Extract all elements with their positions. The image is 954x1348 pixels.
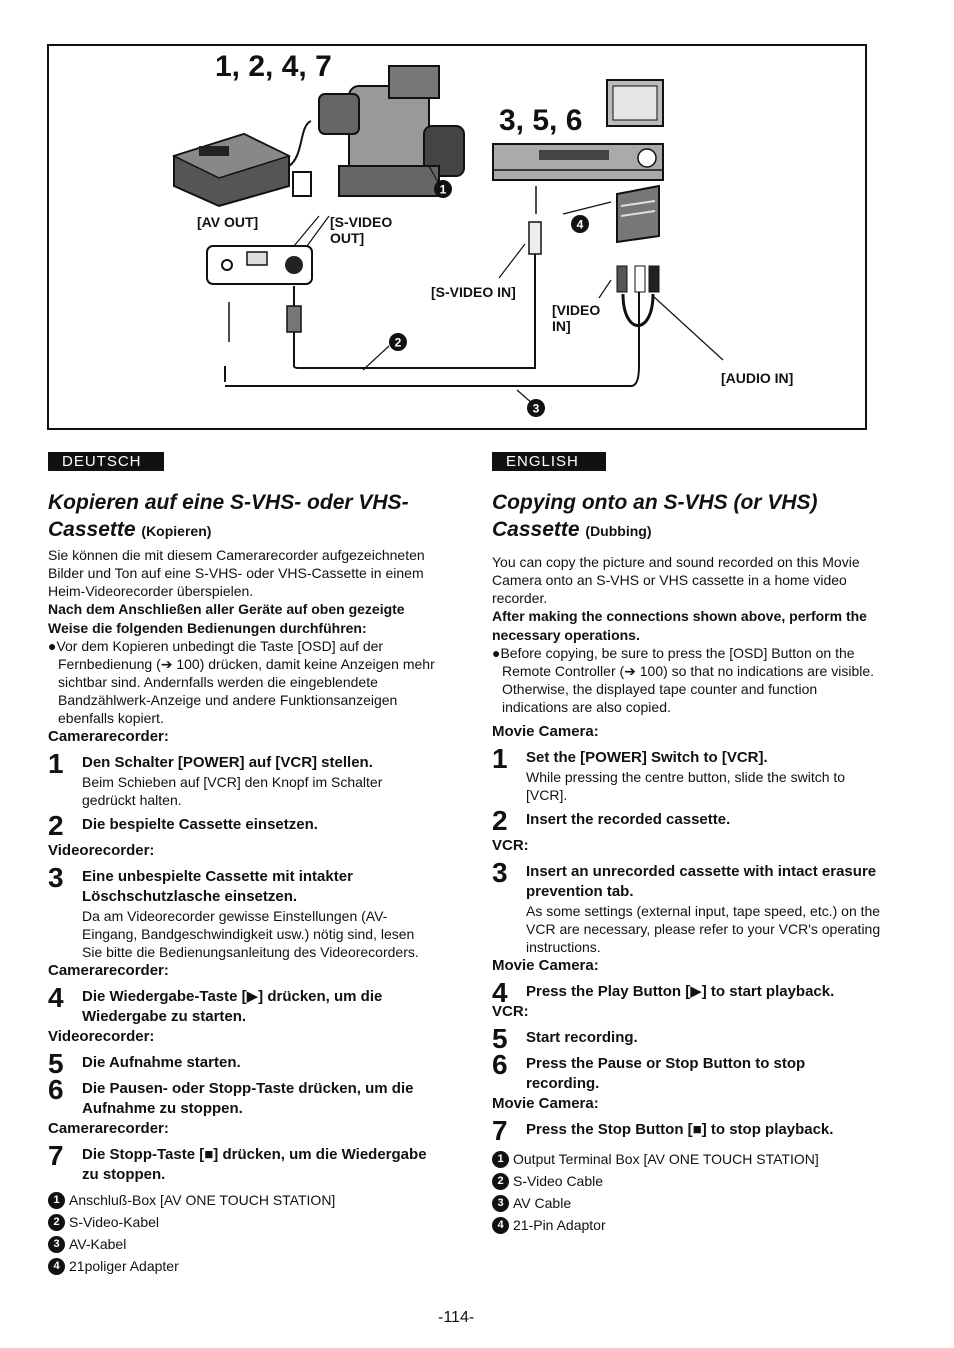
step-number: 1 [48,748,64,779]
marker-icon: 3 [48,1236,65,1253]
step-7-en [492,1115,882,1146]
step-heading: Set the [POWER] Switch to [VCR]. [526,749,768,766]
step-heading: Die Pausen- oder Stopp-Taste drücken, um die Aufnahme zu stoppen. [82,1080,414,1117]
section-camera-de-3: Camerarecorder: [48,1120,169,1137]
step-7-de [48,1140,438,1185]
step-number: 4 [48,982,64,1013]
legend-item [48,1189,438,1211]
legend-text: 21-Pin Adaptor [513,1217,606,1233]
section-camera-en-2: Movie Camera: [492,957,599,974]
diagram-steps-camera: 1, 2, 4, 7 [215,50,332,83]
title-text-en: Copying onto an S-VHS (or VHS) Cassette [492,491,818,541]
step-6-de [48,1074,438,1119]
step-1-de [48,748,438,809]
marker-4 [571,215,589,233]
section-camera-en-3: Movie Camera: [492,1095,599,1112]
step-heading: Eine unbespielte Cassette mit intakter Löschschutzlasche einsetzen. [82,868,353,905]
marker-icon: 4 [492,1217,509,1234]
legend-item [48,1211,438,1233]
section-vcr-de-1: Videorecorder: [48,842,155,859]
step-number: 2 [48,810,64,841]
section-vcr-en-2: VCR: [492,1003,529,1020]
label-svideo-out: [S-VIDEO OUT] [330,214,393,246]
bullet-en: ●Before copying, be sure to press the [OSD] Button on the Remote Controller (➔ 100) so that no indications are visible. Otherwise, the displayed tape counter and function indications are also copied. [492,645,875,715]
scart-adaptor-icon [617,186,659,242]
step-2-de [48,810,438,841]
legend-text: S-Video-Kabel [69,1214,160,1230]
column-deutsch [48,452,438,1277]
diagram-steps-vcr: 3, 5, 6 [499,104,583,137]
step-5-en [492,1023,882,1054]
legend-text: Output Terminal Box [AV ONE TOUCH STATION] [513,1151,819,1167]
terminal-box-icon [207,246,312,284]
label-video-in: [VIDEO IN] [552,302,601,334]
camcorder-icon [319,66,464,196]
legend-item [492,1192,882,1214]
legend-item [48,1255,438,1277]
label-svideo-in: [S-VIDEO IN] [431,284,516,300]
step-heading: Die Aufnahme starten. [82,1054,241,1071]
label-av-out: [AV OUT] [197,214,259,230]
step-number: 5 [48,1048,64,1079]
legend-text: S-Video Cable [513,1173,604,1189]
section-camera-de-1: Camerarecorder: [48,728,169,745]
section-title-de [48,489,438,545]
step-detail: As some settings (external input, tape speed, etc.) on the VCR are necessary, please refer to your VCR's operating instructions. [526,903,881,955]
section-camera-de-2: Camerarecorder: [48,962,169,979]
bullet-de: ●Vor dem Kopieren unbedingt die Taste [OSD] auf der Fernbedienung (➔ 100) drücken, damit keine Anzeigen mehr sichtbar sind. Andernfalls werden die eingeblendete Bandzählwerk-Anzeige und andere Funktionsanzeigen ebenfalls kopiert. [48,638,435,726]
step-5-de [48,1048,438,1079]
svg-text:2: 2 [394,335,402,350]
legend-item [492,1214,882,1236]
legend-item [492,1148,882,1170]
step-heading: Insert the recorded cassette. [526,811,731,828]
page-number: -114- [438,1309,475,1326]
step-2-en [492,805,882,836]
svg-text:3: 3 [532,401,540,416]
legend-text: 21poliger Adapter [69,1258,179,1274]
legend-text: Anschluß-Box [AV ONE TOUCH STATION] [69,1192,336,1208]
language-tag-deutsch: DEUTSCH [48,452,164,471]
svg-text:4: 4 [576,217,584,232]
connection-diagram [47,44,867,430]
step-1-en [492,743,882,804]
step-4-en [492,977,882,1008]
title-sub-en: (Dubbing) [585,523,652,539]
step-detail: Da am Videorecorder gewisse Einstellungen (AV-Eingang, Bandgeschwindigkeit usw.) nötig sind, lesen Sie bitte die Bedienungsanleitung des Videorecorders. [82,908,419,960]
label-audio-in: [AUDIO IN] [721,370,794,386]
marker-icon: 2 [492,1173,509,1190]
step-heading: Den Schalter [POWER] auf [VCR] stellen. [82,754,373,771]
step-number: 3 [48,862,64,893]
step-number: 7 [48,1140,64,1171]
section-camera-en-1: Movie Camera: [492,723,599,740]
step-heading: Die Wiedergabe-Taste [▶] drücken, um die Wiedergabe zu starten. [82,988,383,1025]
step-heading: Press the Pause or Stop Button to stop recording. [526,1055,806,1092]
intro-de: Sie können die mit diesem Camerarecorder aufgezeichneten Bilder und Ton auf eine S-VHS- oder VHS-Cassette in einem Heim-Videorecorder überspielen. [48,547,425,599]
legend-de [48,1189,438,1277]
column-english [492,452,882,1236]
step-number: 7 [492,1115,508,1146]
section-title-en [492,489,882,545]
step-heading: Insert an unrecorded cassette with intact erasure prevention tab. [526,863,877,900]
svg-text:1: 1 [439,182,447,197]
marker-1 [434,180,452,198]
legend-item [48,1233,438,1255]
ac-adaptor-icon [174,121,311,206]
marker-icon: 1 [492,1151,509,1168]
step-3-de [48,862,438,961]
marker-icon: 4 [48,1258,65,1275]
step-number: 4 [492,977,508,1008]
bold-intro-de: Nach dem Anschließen aller Geräte auf oben gezeigte Weise die folgenden Bedienungen durchführen: [48,601,405,636]
step-detail: While pressing the centre button, slide the switch to [VCR]. [526,769,846,803]
step-number: 1 [492,743,508,774]
step-number: 3 [492,857,508,888]
step-number: 6 [492,1049,508,1080]
step-detail: Beim Schieben auf [VCR] den Knopf im Schalter gedrückt halten. [82,774,383,808]
step-heading: Press the Stop Button [■] to stop playback. [526,1121,834,1138]
legend-text: AV-Kabel [69,1236,127,1252]
step-number: 6 [48,1074,64,1105]
bold-intro-en: After making the connections shown above, perform the necessary operations. [492,608,867,643]
step-heading: Die bespielte Cassette einsetzen. [82,816,318,833]
title-sub-de: (Kopieren) [141,523,212,539]
language-tag-english: ENGLISH [492,452,606,471]
title-text-de: Kopieren auf eine S-VHS- oder VHS-Cassette [48,491,409,541]
step-6-en [492,1049,882,1094]
legend-text: AV Cable [513,1195,572,1211]
step-4-de [48,982,438,1027]
legend-item [492,1170,882,1192]
tv-icon [607,80,663,126]
marker-icon: 3 [492,1195,509,1212]
step-number: 2 [492,805,508,836]
marker-2 [389,333,407,351]
section-vcr-en-1: VCR: [492,837,529,854]
marker-icon: 2 [48,1214,65,1231]
intro-en: You can copy the picture and sound recorded on this Movie Camera onto an S-VHS or VHS cassette in a home video recorder. [492,554,860,606]
vcr-icon [493,144,663,180]
marker-3 [527,399,545,417]
legend-en [492,1148,882,1236]
step-heading: Press the Play Button [▶] to start playback. [526,983,835,1000]
marker-icon: 1 [48,1192,65,1209]
step-heading: Die Stopp-Taste [■] drücken, um die Wiedergabe zu stoppen. [82,1146,427,1183]
step-heading: Start recording. [526,1029,638,1046]
step-3-en [492,857,882,956]
section-vcr-de-2: Videorecorder: [48,1028,155,1045]
step-number: 5 [492,1023,508,1054]
